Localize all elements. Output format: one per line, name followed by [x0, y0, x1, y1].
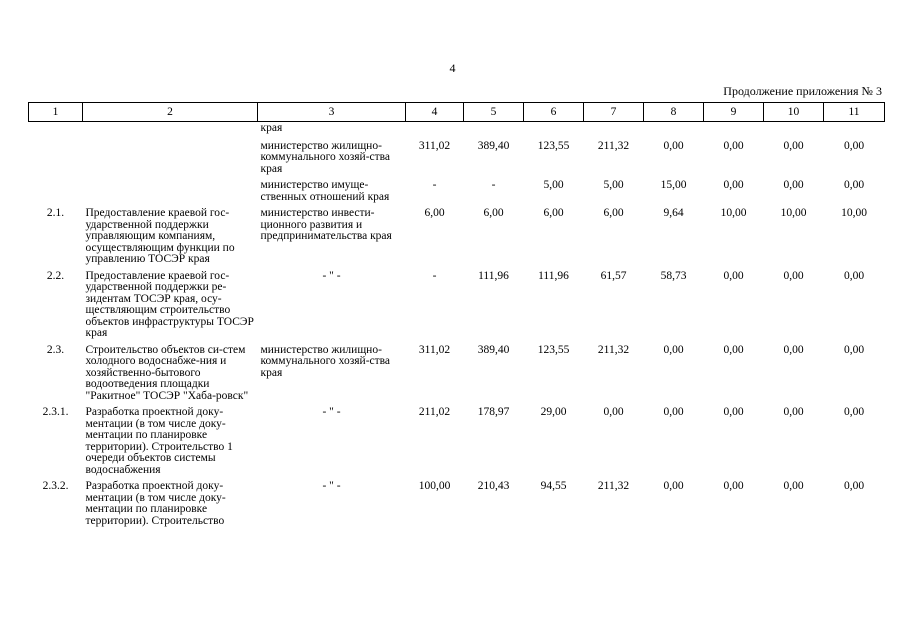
row-value-col-5: 6,00	[483, 207, 504, 219]
table-row	[29, 206, 885, 269]
row-value-col-8: 9,64	[663, 207, 684, 219]
row-value-col-8: 0,00	[663, 343, 684, 356]
column-header-3: 3	[258, 103, 406, 122]
row-number	[29, 139, 83, 179]
table-row	[29, 405, 885, 479]
row-executor: - " -	[322, 406, 341, 418]
table-row	[29, 122, 885, 139]
row-name	[83, 139, 258, 179]
row-value-col-10: 0,00	[783, 139, 804, 152]
row-value-col-6: 5,00	[543, 179, 564, 191]
row-value-col-5: -	[491, 179, 496, 191]
column-header-7: 7	[584, 103, 644, 122]
row-value-col-10: 0,00	[783, 406, 804, 418]
row-executor: министерство жилищно-коммунального хозяй-ства края	[260, 343, 391, 379]
row-value-col-6: 94,55	[540, 480, 567, 492]
row-value-col-6: 123,55	[537, 343, 570, 356]
row-value-col-4: 6,00	[424, 207, 445, 219]
table-row	[29, 479, 885, 530]
row-number: 2.2.	[46, 269, 65, 282]
row-value-col-6: 29,00	[540, 406, 567, 418]
row-value-col-9: 0,00	[723, 139, 744, 152]
table-row	[29, 269, 885, 343]
row-name: Строительство объектов си-стем холодного водоснабже-ния и хозяйственно-бытового водоотведения площадки "Ракитное" ТОСЭР "Хаба-ровск"	[85, 343, 249, 402]
row-value-col-6: 123,55	[537, 139, 570, 152]
row-value-col-5	[464, 122, 524, 139]
row-value-col-6: 111,96	[538, 269, 569, 282]
row-value-col-7: 211,32	[597, 139, 630, 152]
row-number	[29, 122, 83, 139]
row-value-col-11: 0,00	[843, 179, 865, 191]
row-value-col-11: 0,00	[843, 343, 865, 356]
row-value-col-10: 0,00	[783, 480, 804, 492]
row-name	[83, 122, 258, 139]
data-table	[28, 102, 885, 530]
row-number	[29, 178, 83, 206]
row-value-col-4: -	[432, 179, 437, 191]
table-row	[29, 343, 885, 406]
row-value-col-11: 0,00	[843, 139, 865, 152]
row-value-col-4: 311,02	[418, 343, 451, 356]
row-value-col-5: 178,97	[477, 406, 510, 418]
row-number: 2.3.	[46, 343, 65, 356]
column-header-6: 6	[524, 103, 584, 122]
row-value-col-7: 5,00	[603, 179, 624, 191]
row-value-col-8	[644, 122, 704, 139]
row-value-col-5: 111,96	[478, 269, 509, 282]
column-header-11: 11	[824, 103, 885, 122]
row-executor: министерство жилищно-коммунального хозяй-ства края	[260, 139, 391, 175]
row-value-col-11: 0,00	[843, 406, 865, 418]
row-value-col-7	[584, 122, 644, 139]
row-value-col-7: 6,00	[603, 207, 624, 219]
row-value-col-8: 15,00	[660, 179, 687, 191]
row-value-col-6: 6,00	[543, 207, 564, 219]
row-name	[83, 178, 258, 206]
row-value-col-10: 0,00	[783, 343, 804, 356]
row-value-col-10: 0,00	[783, 269, 804, 282]
row-number: 2.3.1.	[42, 406, 69, 418]
column-header-8: 8	[644, 103, 704, 122]
row-value-col-7: 61,57	[600, 269, 627, 282]
header-row	[29, 103, 885, 122]
row-number: 2.1.	[46, 207, 65, 219]
row-value-col-9: 10,00	[720, 207, 747, 219]
row-value-col-5: 389,40	[477, 343, 510, 356]
row-value-col-9: 0,00	[723, 480, 744, 492]
row-value-col-6	[524, 122, 584, 139]
column-header-9: 9	[704, 103, 764, 122]
row-value-col-7: 211,32	[597, 480, 630, 492]
column-header-5: 5	[464, 103, 524, 122]
row-executor: министерство инвести-ционного развития и предпринимательства края	[260, 207, 392, 242]
row-value-col-9: 0,00	[723, 406, 744, 418]
row-value-col-9: 0,00	[723, 179, 744, 191]
row-value-col-7: 0,00	[603, 406, 624, 418]
row-value-col-8: 0,00	[663, 139, 684, 152]
row-value-col-8: 0,00	[663, 480, 684, 492]
row-value-col-9: 0,00	[723, 343, 744, 356]
table-row	[29, 178, 885, 206]
row-executor: министерство имуще-ственных отношений края	[260, 179, 390, 203]
row-value-col-4: 211,02	[418, 406, 451, 418]
row-value-col-5: 210,43	[477, 480, 510, 492]
column-header-10: 10	[764, 103, 824, 122]
column-header-2: 2	[83, 103, 258, 122]
row-value-col-4: 311,02	[418, 139, 451, 152]
row-value-col-10: 0,00	[783, 179, 804, 191]
row-value-col-4: 100,00	[418, 480, 451, 492]
row-name: Предоставление краевой гос-ударственной поддержки ре-зидентам ТОСЭР края, осу-ществляющим строительство объектов инфраструктуры ТОСЭР края	[85, 269, 254, 339]
row-value-col-8: 0,00	[663, 406, 684, 418]
row-executor: края	[260, 122, 283, 134]
row-value-col-10: 10,00	[780, 207, 807, 219]
row-executor: - " -	[322, 269, 341, 282]
row-value-col-5: 389,40	[477, 139, 510, 152]
row-value-col-4	[406, 122, 464, 139]
row-number: 2.3.2.	[42, 480, 69, 492]
row-name: Разработка проектной доку-ментации (в том числе доку-ментации по планировке территории). Строительство	[85, 480, 226, 527]
row-value-col-8: 58,73	[660, 269, 687, 282]
row-value-col-11	[824, 122, 885, 139]
column-header-1: 1	[29, 103, 83, 122]
row-name: Предоставление краевой гос-ударственной поддержки управляющим компаниям, осуществляющим функции по управлению ТОСЭР края	[85, 207, 235, 265]
row-executor: - " -	[322, 480, 341, 492]
row-value-col-4: -	[432, 269, 437, 282]
row-value-col-11: 0,00	[843, 480, 865, 492]
row-value-col-11: 0,00	[843, 269, 865, 282]
page-number: 4	[449, 61, 456, 75]
row-value-col-11: 10,00	[841, 207, 867, 219]
column-header-4: 4	[406, 103, 464, 122]
row-value-col-7: 211,32	[597, 343, 630, 356]
table-row	[29, 139, 885, 179]
row-name: Разработка проектной доку-ментации (в том числе доку-ментации по планировке территории). Строительство 1 очереди объектов системы водоснабжения	[85, 406, 233, 476]
row-value-col-10	[764, 122, 824, 139]
continuation-caption: Продолжение приложения № 3	[723, 84, 882, 98]
row-value-col-9	[704, 122, 764, 139]
row-value-col-9: 0,00	[723, 269, 744, 282]
